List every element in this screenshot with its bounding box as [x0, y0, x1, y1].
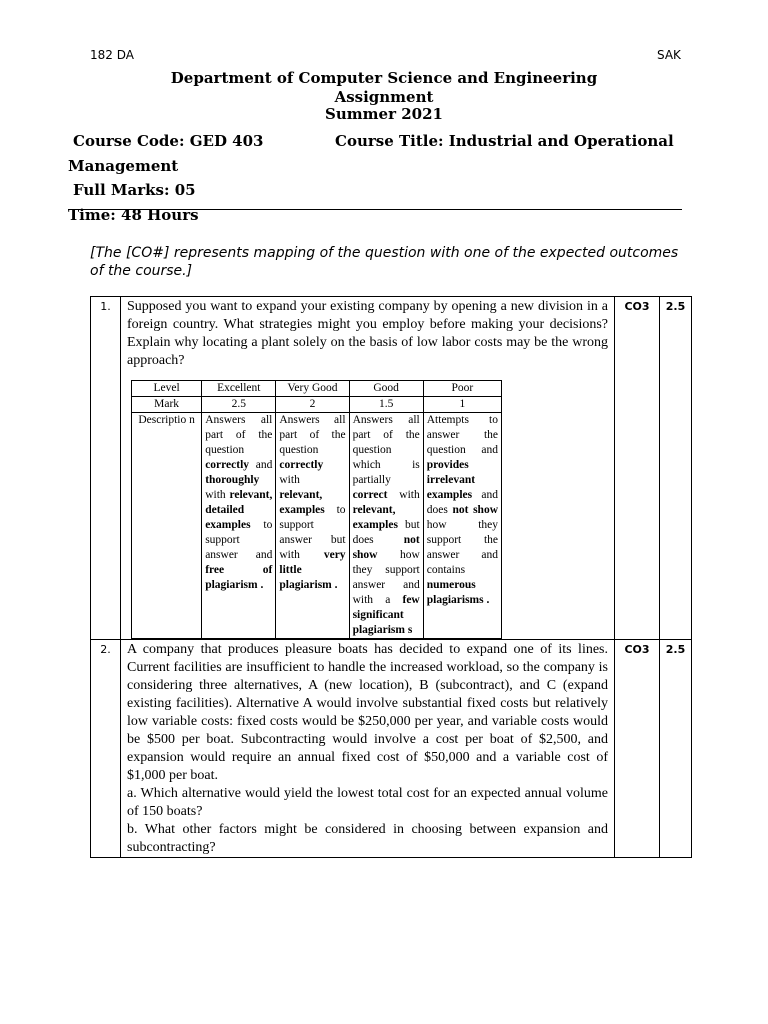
rubric-mark-good: 1.5	[349, 397, 423, 413]
rubric-description-poor: Attempts to answer the question and provides irrelevant examples and does not show how they support the answer and contains numerous plagiarisms .	[423, 413, 501, 639]
course-outcome: CO3	[615, 640, 660, 858]
rubric-mark-poor: 1	[423, 397, 501, 413]
rubric-level-label: Level	[132, 381, 202, 397]
rubric-mark-row	[132, 397, 502, 413]
rubric-mark-excellent: 2.5	[202, 397, 276, 413]
question-cell	[121, 640, 615, 858]
department-title: Department of Computer Science and Engineering	[170, 69, 598, 87]
question-part-a: a. Which alternative would yield the lowest total cost for an expected annual volume of 150 boats?	[127, 786, 608, 819]
rubric-mark-label: Mark	[132, 397, 202, 413]
rubric-table	[131, 380, 502, 639]
co-mapping-note: [The [CO#] represents mapping of the question with one of the expected outcomes of the course.]	[90, 245, 679, 279]
rubric-level-very-good: Very Good	[276, 381, 349, 397]
question-marks: 2.5	[660, 297, 692, 640]
rubric-level-good: Good	[349, 381, 423, 397]
question-marks: 2.5	[660, 640, 692, 858]
rubric-mark-very-good: 2	[276, 397, 349, 413]
rubric-description-very-good: Answers all part of the question correctly with relevant, examples to support answer but with very little plagiarism .	[276, 413, 349, 639]
rubric-level-excellent: Excellent	[202, 381, 276, 397]
question-text: Supposed you want to expand your existing company by opening a new division in a foreign country. What strategies might you employ before making your decisions? Explain why locating a plant solely on the basis of low labor costs may be the wrong approach?	[127, 299, 608, 368]
question-table	[90, 296, 692, 858]
question-cell	[121, 297, 615, 640]
header-divider	[68, 209, 682, 210]
question-row	[91, 297, 692, 640]
question-row	[91, 640, 692, 858]
course-code: Course Code: GED 403	[73, 132, 264, 150]
rubric-description-label: Descriptio n	[132, 413, 202, 639]
course-title: Course Title: Industrial and Operational	[335, 132, 674, 150]
document-code-right: SAK	[657, 48, 681, 62]
question-part-b: b. What other factors might be considered in choosing between expansion and subcontracting?	[127, 822, 608, 855]
rubric-level-poor: Poor	[423, 381, 501, 397]
rubric-level-row	[132, 381, 502, 397]
document-type: Assignment	[334, 88, 434, 106]
rubric-description-excellent: Answers all part of the question correctly and thoroughly with relevant, detailed examples to support answer and free of plagiarism .	[202, 413, 276, 639]
question-number: 1.	[91, 297, 121, 640]
course-outcome: CO3	[615, 297, 660, 640]
time-limit: Time: 48 Hours	[68, 206, 199, 224]
term-label: Summer 2021	[325, 105, 443, 123]
course-title-continued: Management	[68, 157, 179, 175]
question-number: 2.	[91, 640, 121, 858]
question-text: A company that produces pleasure boats has decided to expand one of its lines. Current facilities are insufficient to handle the increased workload, so the company is considering three alternatives, A (new location), B (subcontract), and C (expand existing facilities). Alternative A would involve substantial fixed costs but relatively low variable costs: fixed costs would be $250,000 per year, and variable costs would be $500 per boat. Subcontracting would involve a cost per boat of $2,500, and expansion would require an annual fixed cost of $50,000 and a variable cost of $1,000 per boat.	[127, 642, 608, 783]
rubric-description-good: Answers all part of the question which is partially correct with relevant, examples but does not show how they support answer and with a few significant plagiarism s	[349, 413, 423, 639]
full-marks: Full Marks: 05	[73, 181, 196, 199]
document-code-left: 182 DA	[90, 48, 134, 62]
rubric-description-row	[132, 413, 502, 639]
